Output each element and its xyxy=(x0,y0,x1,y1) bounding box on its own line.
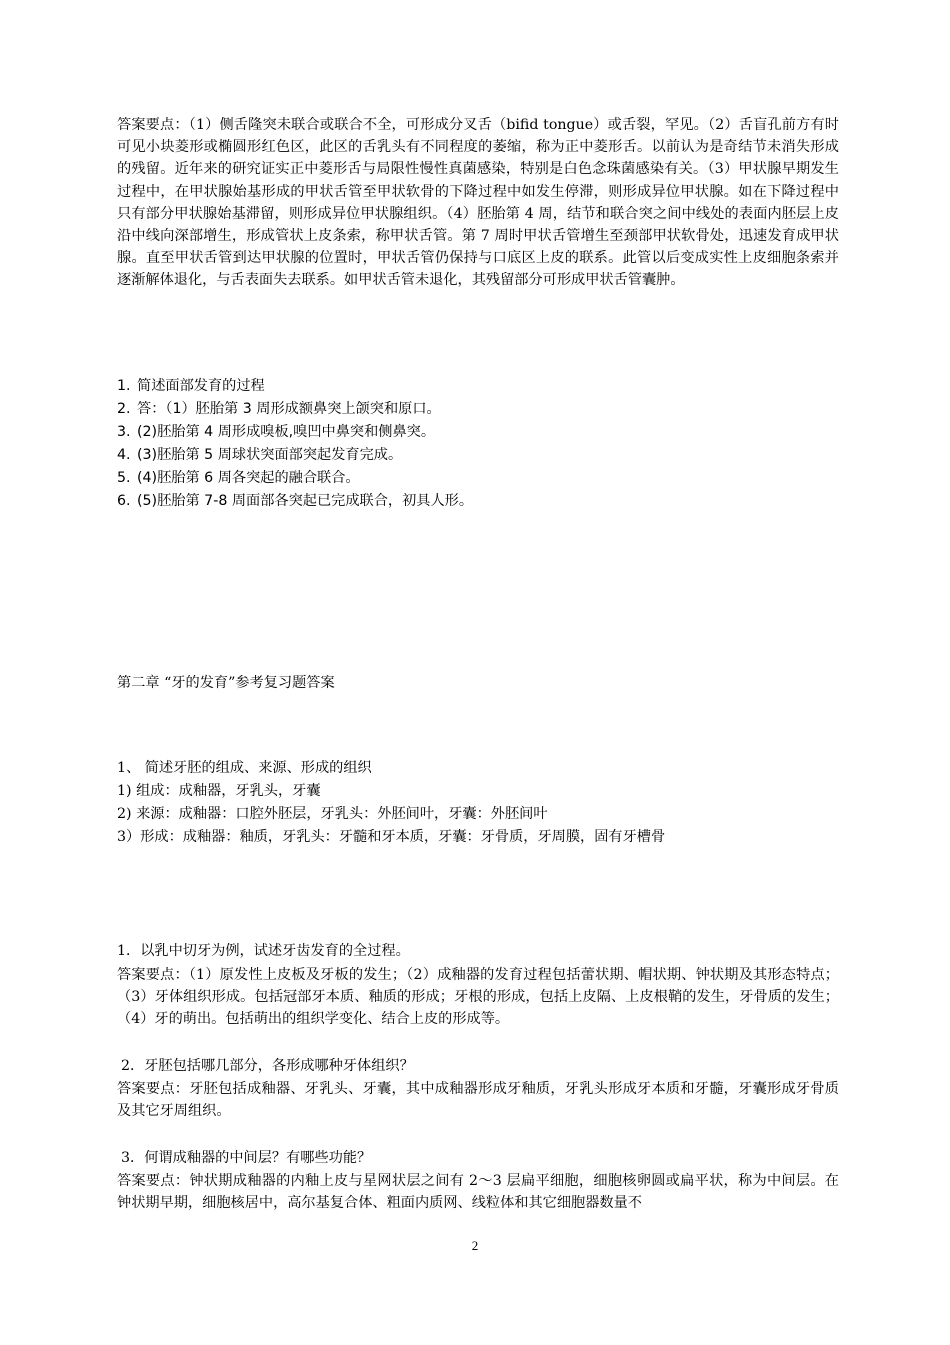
answer-1: 答案要点：（1）原发性上皮板及牙板的发生；（2）成釉器的发育过程包括蕾状期、帽状期、钟状期及其形态特点；（3）牙体组织形成。包括冠部牙本质、釉质的形成；牙根的形成，包括上皮隔、上皮根鞘的发生，牙骨质的发生；（4）牙的萌出。包括萌出的组织学变化、结合上皮的形成等。 xyxy=(117,967,839,1028)
answer-paragraph-tongue: 答案要点：（1）侧舌隆突未联合或联合不全，可形成分叉舌（bifid tongue）或舌裂，罕见。（2）舌盲孔前方有时可见小块菱形或椭圆形红色区，此区的舌乳头有不同程度的萎缩，称为正中菱形舌。以前认为是奇结节未消失形成的残留。近年来的研究证实正中菱形舌与局限性慢性真菌感染，特别是白色念珠菌感染有关。（3）甲状腺早期发生过程中，在甲状腺始基形成的甲状舌管至甲状软骨的下降过程中如发生停滞，则形成异位甲状腺。如在下降过程中只有部分甲状腺始基滞留，则形成异位甲状腺组织。（4）胚胎第 4 周，结节和联合突之间中线处的表面内胚层上皮沿中线向深部增生，形成管状上皮条索，称甲状舌管。第 7 周时甲状舌管增生至颈部甲状软骨处，迅速发育成甲状腺。直至甲状舌管到达甲状腺的位置时，甲状舌管仍保持与口底区上皮的联系。此管以后变成实性上皮细胞条索并逐渐解体退化，与舌表面失去联系。如甲状舌管未退化，其残留部分可形成甲状舌管囊肿。 xyxy=(117,117,839,289)
list-number: 4. xyxy=(117,447,131,463)
list-number: 2. xyxy=(117,401,131,417)
answer-3: 答案要点：钟状期成釉器的内釉上皮与星网状层之间有 2～3 层扁平细胞，细胞核卵圆或扁平状，称为中间层。在钟状期早期，细胞核居中，高尔基复合体、粗面内质网、线粒体和其它细胞器数量不 xyxy=(117,1173,839,1212)
section-item: 2) 来源：成釉器：口腔外胚层，牙乳头：外胚间叶，牙囊：外胚间叶 xyxy=(117,806,548,822)
list-text: (2)胚胎第 4 周形成嗅板,嗅凹中鼻突和侧鼻突。 xyxy=(137,424,436,440)
list-item xyxy=(117,375,265,397)
list-item xyxy=(117,398,441,420)
answer-2: 答案要点：牙胚包括成釉器、牙乳头、牙囊，其中成釉器形成牙釉质，牙乳头形成牙本质和牙髓，牙囊形成牙骨质及其它牙周组织。 xyxy=(117,1081,839,1120)
list-text: (3)胚胎第 5 周球状突面部突起发育完成。 xyxy=(137,447,403,463)
list-text: (4)胚胎第 6 周各突起的融合联合。 xyxy=(137,470,360,486)
list-item xyxy=(117,467,360,489)
question-1: 1．以乳中切牙为例，试述牙齿发育的全过程。 xyxy=(117,943,410,959)
list-number: 1. xyxy=(117,378,131,394)
section-item: 3）形成：成釉器：釉质，牙乳头：牙髓和牙本质，牙囊：牙骨质，牙周膜，固有牙槽骨 xyxy=(117,829,666,845)
list-item xyxy=(117,490,473,512)
list-number: 3. xyxy=(117,424,131,440)
chapter-title: 第二章 “牙的发育”参考复习题答案 xyxy=(117,675,335,691)
section-heading: 1、 简述牙胚的组成、来源、形成的组织 xyxy=(117,760,372,776)
page-number: 2 xyxy=(471,1238,479,1253)
section-item: 1) 组成：成釉器，牙乳头，牙囊 xyxy=(117,783,321,799)
list-item xyxy=(117,421,435,443)
list-text: (5)胚胎第 7-8 周面部各突起已完成联合，初具人形。 xyxy=(137,493,474,509)
question-2: 2．牙胚包括哪几部分，各形成哪种牙体组织？ xyxy=(121,1058,414,1074)
list-text: 答：（1）胚胎第 3 周形成额鼻突上颌突和原口。 xyxy=(137,401,441,417)
list-number: 5. xyxy=(117,470,131,486)
list-number: 6. xyxy=(117,493,131,509)
list-item xyxy=(117,444,402,466)
list-text: 简述面部发育的过程 xyxy=(137,378,265,394)
question-3: 3．何谓成釉器的中间层？有哪些功能？ xyxy=(121,1150,372,1166)
